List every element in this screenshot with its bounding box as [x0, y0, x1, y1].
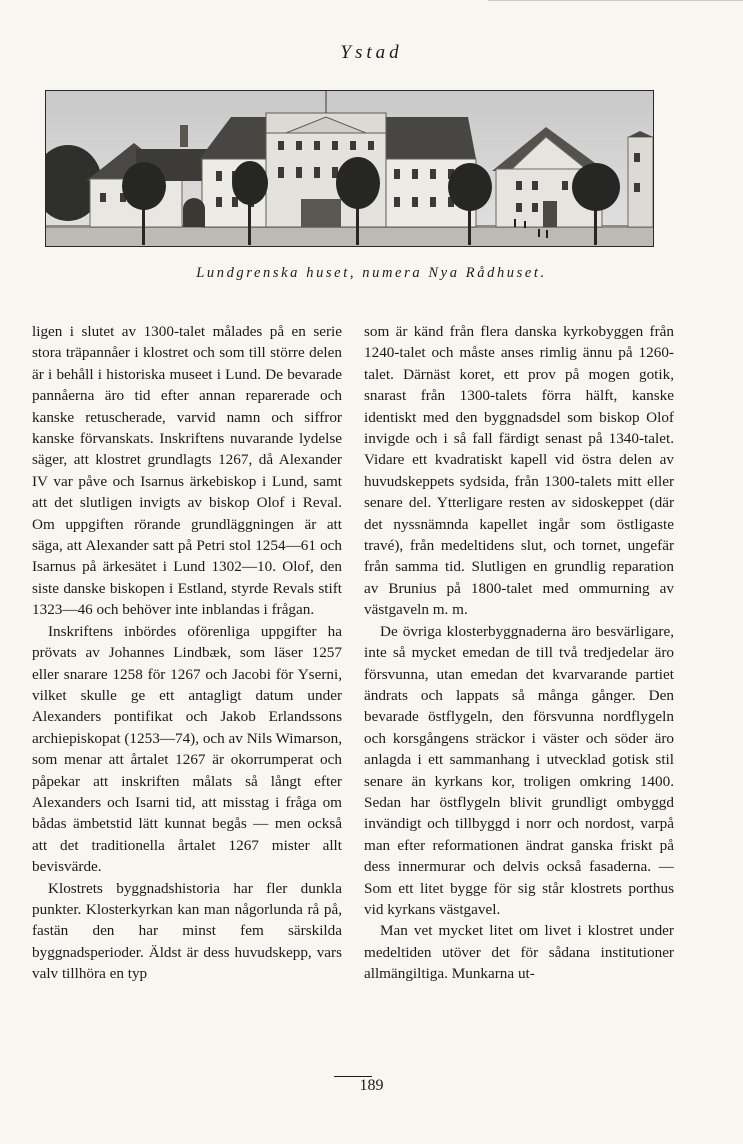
- right-paragraph-2: De övriga klosterbyggnaderna äro besvärligare, inte så mycket emedan de till två tredjedelar äro försvunna, utan emedan det kvarvarande partiet ändrats och lappats så många gånger. Den bevarade östflygeln, den försvunna nordflygeln och korsgångens sträckor i väster och söder äro anlagda i ett sammanhang i utvecklad gotisk stil senare än kyrkans kor, troligen omkring 1400. Sedan har östflygeln blivit grundligt ombyggd invändigt och tillbyggd i norr och nordost, varpå man efter reformationen ändrat ganska friskt på dess innermurar och delvis också fasaderna. — Som ett litet bygge för sig står klostrets porthus vid kyrkans västgavel.: [364, 622, 674, 918]
- left-column: [32, 321, 342, 985]
- top-rule: [488, 0, 743, 1]
- page-number: 189: [359, 1077, 384, 1094]
- left-paragraph-1: ligen i slutet av 1300-talet målades på en serie stora träpannåer i klostret och som till större delen är i behåll i historiska museet i Lund. De bevarade pannåerna äro tid efter annan reparerade och kanske retuscherade, varvid namn och siffror kanske förvanskats. Inskriftens nuvarande lydelse säger, att klostret grundlagts 1267, då Alexander IV var påve och Isarnus ärkebiskop i Lund, samt att det slutligen invigts av biskop Olof i Reval. Om uppgiften rörande grundläggningen är att säga, att Alexander satt på Petri stol 1254—61 och Isarnus på ärkesätet i Lund 1302—10. Olof, den siste danske biskopen i Estland, styrde Revals stift 1323—46 och behöver inte inblandas i frågan.: [32, 323, 342, 619]
- running-head: Ystad: [340, 42, 403, 63]
- figure-caption: Lundgrenska huset, numera Nya Rådhuset.: [196, 265, 547, 281]
- right-paragraph-3: Man vet mycket litet om livet i klostret under medeltiden utöver det för sådana institutioner allmängiltiga. Munkarna ut-: [364, 922, 674, 983]
- building-illustration: [46, 91, 653, 246]
- right-column: [364, 321, 674, 985]
- left-paragraph-2: Inskriftens inbördes oförenliga uppgifter ha prövats av Johannes Lindbæk, som läser 1257 eller snarare 1258 för 1267 och Jacobi för Yserni, vilket skulle ge ett antagligt datum under Alexanders pontifikat och Jakob Erlandssons archiepiskopat (1253—74), och av Nils Wimarson, som menar att årtalet 1267 är okorrumperat och påpekar att inskriften målats så långt efter Alexanders och Isarni tid, att misstag i fråga om bådas ämbetstid lätt kunnat begås — men också att det traditionella årtalet 1267 mister allt bevisvärde.: [32, 622, 342, 876]
- left-paragraph-3: Klostrets byggnadshistoria har fler dunkla punkter. Klosterkyrkan kan man någorlunda rå på, fastän den har minst fem särskilda byggnadsperioder. Äldst är dess huvudskepp, vars valv tillhöra en typ: [32, 879, 342, 983]
- right-paragraph-1: som är känd från flera danska kyrkobyggen från 1240-talet och måste anses rimlig ännu på 1260-talet. Därnäst koret, ett prov på mogen gotik, snarast från 1300-talets förra hälft, kanske identiskt med den byggnadsdel som biskop Olof invigde och i så fall färdigt senast på 1340-talet. Vidare ett kvadratiskt kapell vid östra delen av huvudskeppets sydsida, från 1300-talets mitt eller senare del. Ytterligare resten av sidoskeppet (där det nyssnämnda kapellet ingår som östligaste travé), från medeltidens slut, och tornet, ungefär från samma tid. Slutligen en grundlig reparation av Brunius på 1800-talet med ommurning av västgaveln m. m.: [364, 323, 674, 619]
- town-hall-photo: [45, 90, 654, 247]
